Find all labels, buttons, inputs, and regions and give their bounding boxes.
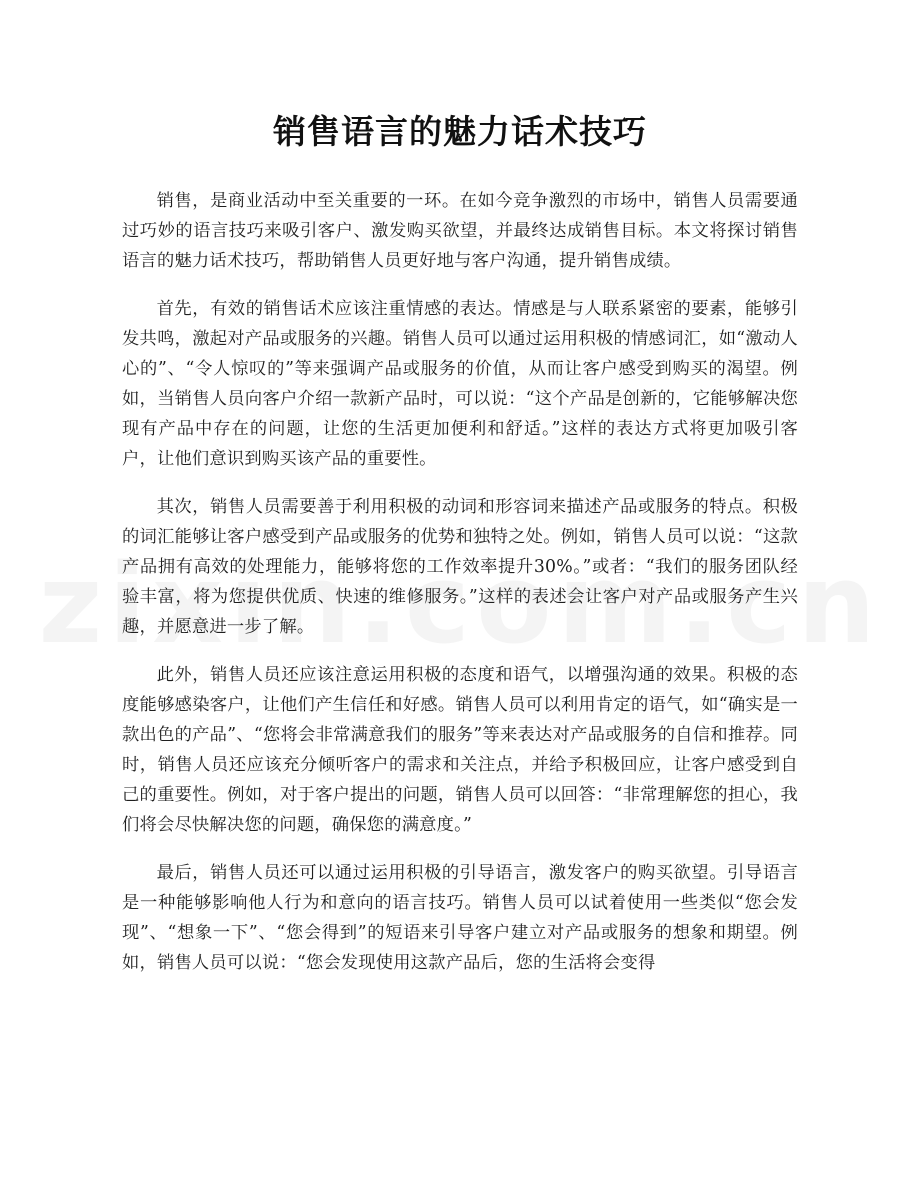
document-body bbox=[122, 186, 798, 996]
paragraph-emotion: 首先，有效的销售话术应该注重情感的表达。情感是与人联系紧密的要素，能够引发共鸣，激起对产品或服务的兴趣。销售人员可以通过运用积极的情感词汇，如“激动人心的”、“令人惊叹的”等来强调产品或服务的价值，从而让客户感受到购买的渴望。例如，当销售人员向客户介绍一款新产品时，可以说：“这个产品是创新的，它能够解决您现有产品中存在的问题，让您的生活更加便利和舒适。”这样的表达方式将更加吸引客户，让他们意识到购买该产品的重要性。 bbox=[122, 299, 798, 469]
paragraph-attitude: 此外，销售人员还应该注意运用积极的态度和语气，以增强沟通的效果。积极的态度能够感染客户，让他们产生信任和好感。销售人员可以利用肯定的语气，如“确实是一款出色的产品”、“您将会非常满意我们的服务”等来表达对产品或服务的自信和推荐。同时，销售人员还应该充分倾听客户的需求和关注点，并给予积极回应，让客户感受到自己的重要性。例如，对于客户提出的问题，销售人员可以回答：“非常理解您的担心，我们将会尽快解决您的问题，确保您的满意度。” bbox=[122, 665, 798, 835]
paragraph-intro: 销售，是商业活动中至关重要的一环。在如今竞争激烈的市场中，销售人员需要通过巧妙的语言技巧来吸引客户、激发购买欲望，并最终达成销售目标。本文将探讨销售语言的魅力话术技巧，帮助销售人员更好地与客户沟通，提升销售成绩。 bbox=[122, 191, 798, 271]
document-title: 销售语言的魅力话术技巧 bbox=[273, 112, 647, 151]
paragraph-positive-words: 其次，销售人员需要善于利用积极的动词和形容词来描述产品或服务的特点。积极的词汇能够让客户感受到产品或服务的优势和独特之处。例如，销售人员可以说：“这款产品拥有高效的处理能力，能够将您的工作效率提升30%。”或者：“我们的服务团队经验丰富，将为您提供优质、快速的维修服务。”这样的表述会让客户对产品或服务产生兴趣，并愿意进一步了解。 bbox=[122, 497, 798, 637]
paragraph-guiding-language: 最后，销售人员还可以通过运用积极的引导语言，激发客户的购买欲望。引导语言是一种能够影响他人行为和意向的语言技巧。销售人员可以试着使用一些类似“您会发现”、“想象一下”、“您会得到”的短语来引导客户建立对产品或服务的想象和期望。例如，销售人员可以说：“您会发现使用这款产品后，您的生活将会变得 bbox=[122, 863, 798, 973]
